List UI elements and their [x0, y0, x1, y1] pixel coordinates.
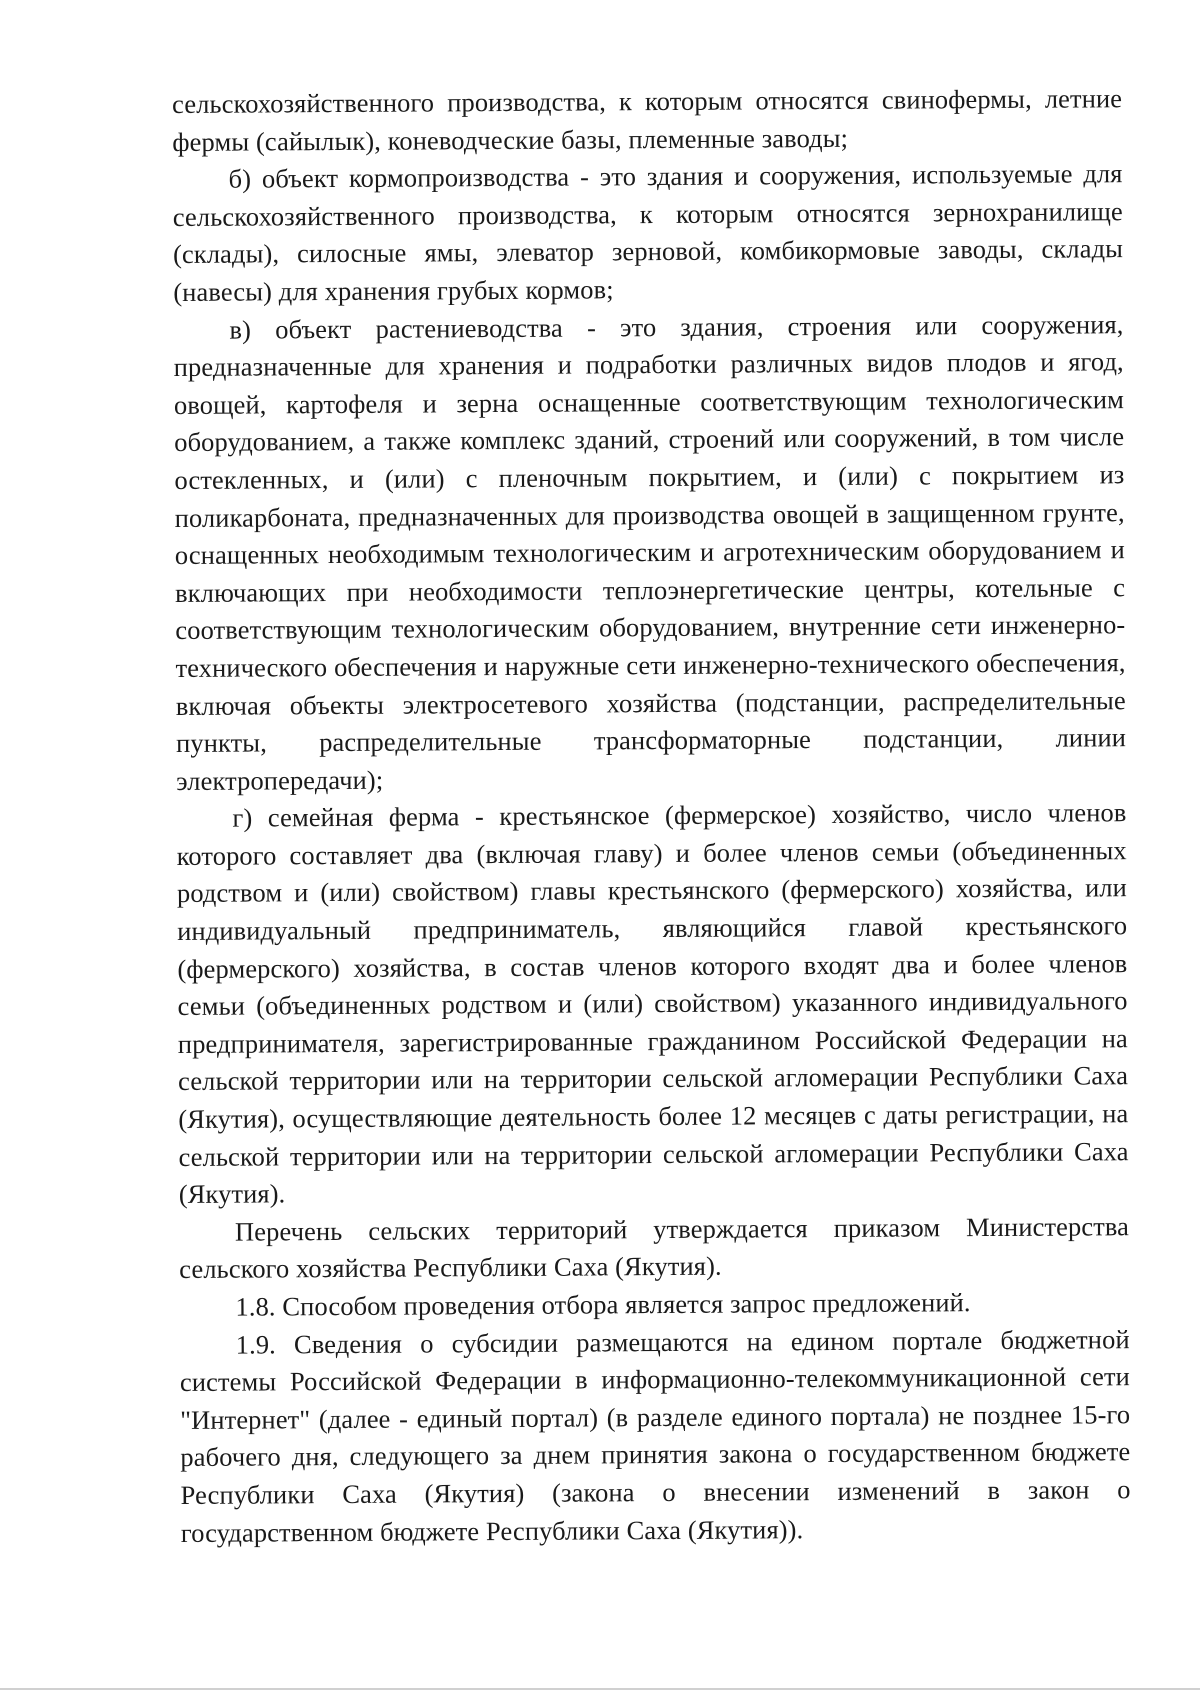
paragraph-crop-production: в) объект растениеводства - это здания, строения или сооружения, предназначенные для хранения и подработки различных видов плодов и ягод, овощей, картофеля и зерна оснащенные соответствующим технологическим оборудованием, а также комплекс зданий, строений или сооружений, в том числе остекленных, и (или) с пленочным покрытием, и (или) с покрытием из поликарбоната, предназначенных для производства овощей в защищенном грунте, оснащенных необходимым технологическим и агротехническим оборудованием и включающих при необходимости теплоэнергетические центры, котельные с соответствующим технологическим оборудованием, внутренние сети инженерно-технического обеспечения и наружные сети инженерно-технического обеспечения, включая объекты электросетевого хозяйства (подстанции, распределительные пункты, распределительные трансформаторные подстанции, линии электропередачи); — [173, 308, 1127, 796]
paragraph-family-farm: г) семейная ферма - крестьянское (фермерское) хозяйство, число членов которого составляет два (включая главу) и более членов семьи (объединенных родством и (или) свойством) главы крестьянского (фермерского) хозяйства, или индивидуальный предприниматель, являющийся главой крестьянского (фермерского) хозяйства, в состав членов которого входят два и более членов семьи (объединенных родством и (или) свойством) указанного индивидуального предпринимателя, зарегистрированные гражданином Российской Федерации на сельской территории или на территории сельской агломерации Республики Саха (Якутия), осуществляющие деятельность более 12 месяцев с даты регистрации, на сельской территории или на территории сельской агломерации Республики Саха (Якутия). — [176, 797, 1129, 1210]
paragraph-continuation: сельскохозяйственного производства, к которым относятся свинофермы, летние фермы (сайылык), коневодческие базы, племенные заводы; — [172, 83, 1123, 157]
paragraph-rural-territories: Перечень сельских территорий утверждается приказом Министерства сельского хозяйства Республики Саха (Якутия). — [179, 1210, 1130, 1285]
paragraph-section-1-8: 1.8. Способом проведения отбора является запрос предложений. — [235, 1287, 971, 1322]
paragraph-feed-production: б) объект кормопроизводства - это здания и сооружения, используемые для сельскохозяйственного производства, к которым относятся зернохранилище (склады), силосные ямы, элеватор зерновой, комбикормовые заводы, склады (навесы) для хранения грубых кормов; — [172, 158, 1124, 307]
page-bottom-edge — [0, 1688, 1200, 1690]
paragraph-section-1-9: 1.9. Сведения о субсидии размещаются на едином портале бюджетной системы Российской Федерации в информационно-телекоммуникационной сети "Интернет" (далее - единый портал) (в разделе единого портала) не позднее 15-го рабочего дня, следующего за днем принятия закона о государственном бюджете Республики Саха (Якутия) (закона о внесении изменений в закон о государственном бюджете Республики Саха (Якутия)). — [179, 1323, 1131, 1548]
document-page — [172, 80, 1131, 1552]
